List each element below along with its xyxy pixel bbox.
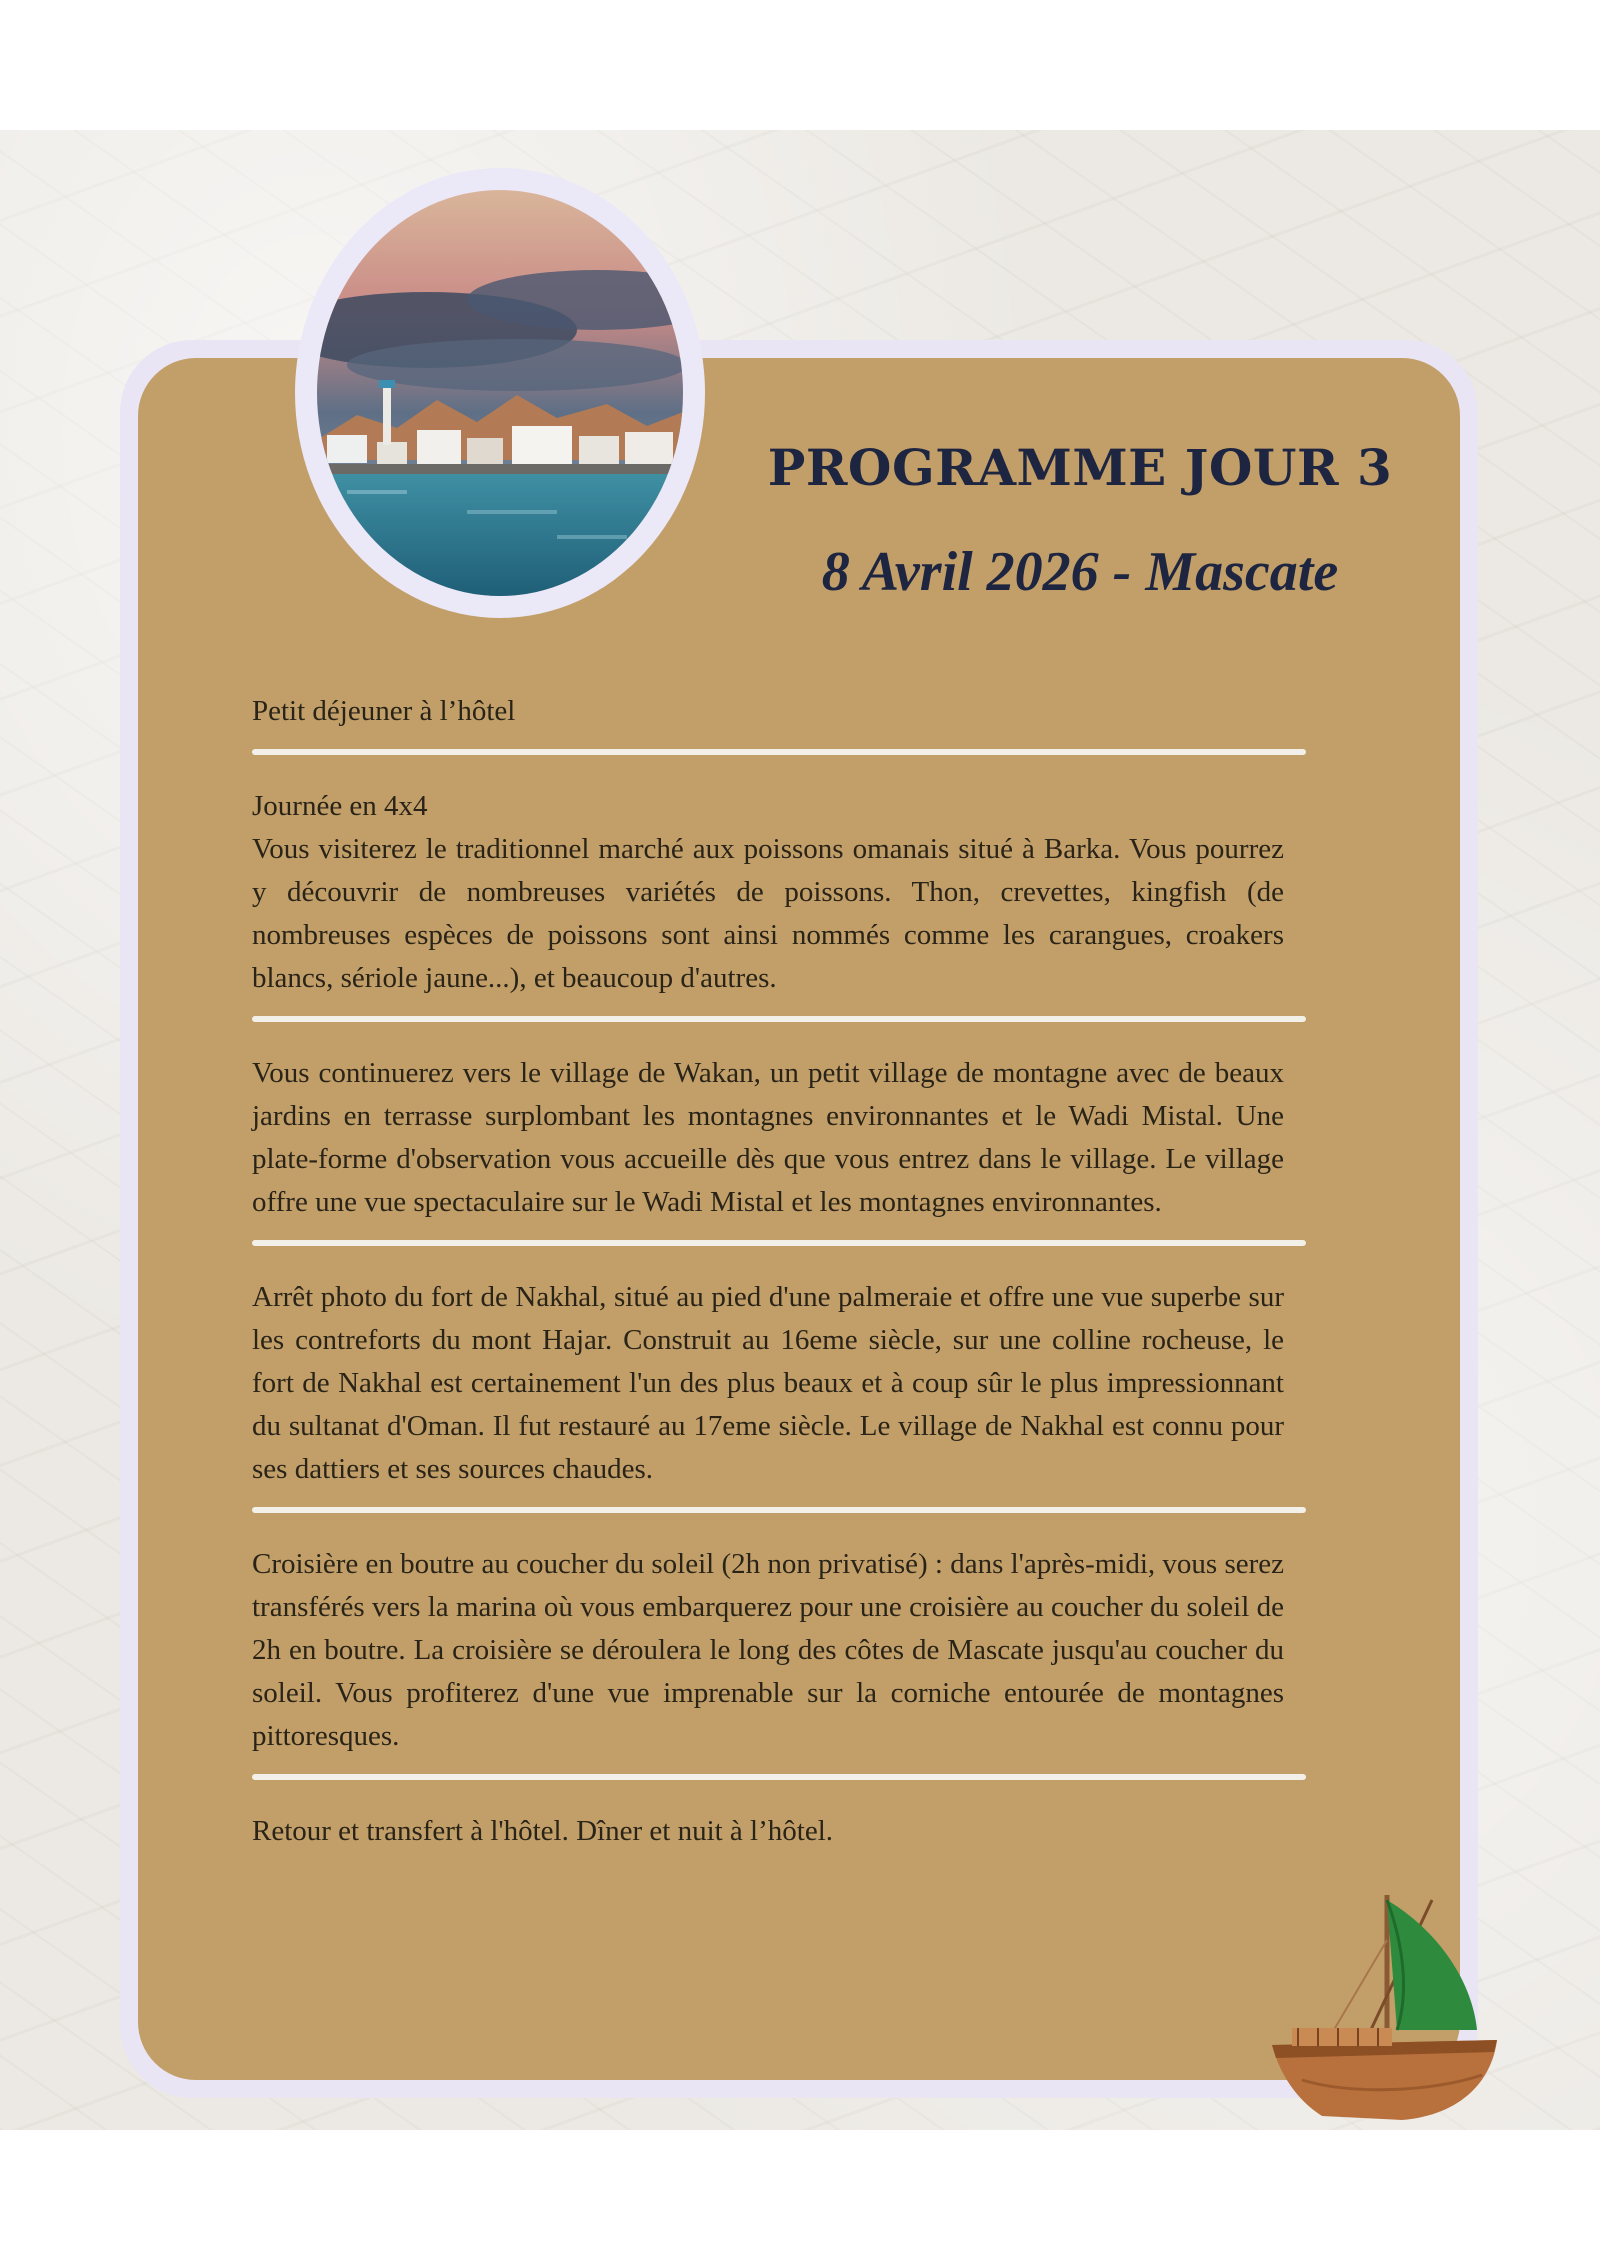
section-wakan-village	[252, 1052, 1306, 1224]
dhow-boat-icon	[1262, 1880, 1522, 2140]
section-return-hotel	[252, 1810, 1306, 1853]
section-heading: Journée en 4x4	[252, 790, 428, 822]
section-sunset-cruise	[252, 1543, 1306, 1758]
page-title: PROGRAMME JOUR 3	[767, 438, 1393, 497]
page-subtitle-date: 8 Avril 2026 - Mascate	[821, 541, 1339, 603]
section-text: Petit déjeuner à l’hôtel	[252, 695, 516, 727]
section-text: Croisière en boutre au coucher du soleil (2h non privatisé) : dans l'après-midi, vous serez transférés vers la marina où vous embarquerez pour une croisière au coucher du soleil de 2h en boutre. La croisière se déroulera le long des côtes de Mascate jusqu'au coucher du soleil. Vous profiterez d'une vue imprenable sur la corniche entourée de montagnes pittoresques.	[252, 1548, 1285, 1752]
muscat-harbour-illustration	[317, 190, 683, 596]
section-4x4-day	[252, 785, 1306, 1000]
section-nakhal-fort	[252, 1276, 1306, 1491]
section-text: Retour et transfert à l'hôtel. Dîner et nuit à l’hôtel.	[252, 1815, 834, 1847]
section-breakfast	[252, 690, 1306, 733]
section-divider	[252, 749, 1306, 755]
section-text: Vous continuerez vers le village de Wakan, un petit village de montagne avec de beaux jardins en terrasse surplombant les montagnes environnantes et le Wadi Mistal. Une plate-forme d'observation vous accueille dès que vous entrez dans le village. Le village offre une vue spectaculaire sur le Wadi Mistal et les montagnes environnantes.	[252, 1057, 1284, 1218]
program-content	[252, 690, 1306, 1853]
section-divider	[252, 1016, 1306, 1022]
section-text: Vous visiterez le traditionnel marché aux poissons omanais situé à Barka. Vous pourrez y découvrir de nombreuses variétés de poissons. Thon, crevettes, kingfish (de nombreuses espèces de poissons sont ainsi nommés comme les carangues, croakers blancs, sériole jaune...), et beaucoup d'autres.	[252, 833, 1284, 994]
section-text: Arrêt photo du fort de Nakhal, situé au pied d'une palmeraie et offre une vue superbe sur les contreforts du mont Hajar. Construit au 16eme siècle, sur une colline rocheuse, le fort de Nakhal est certainement l'un des plus beaux et à coup sûr le plus impressionnant du sultanat d'Oman. Il fut restauré au 17eme siècle. Le village de Nakhal est connu pour ses dattiers et ses sources chaudes.	[252, 1281, 1284, 1485]
section-divider	[252, 1774, 1306, 1780]
section-divider	[252, 1507, 1306, 1513]
section-divider	[252, 1240, 1306, 1246]
muscat-harbour-photo	[317, 190, 683, 596]
